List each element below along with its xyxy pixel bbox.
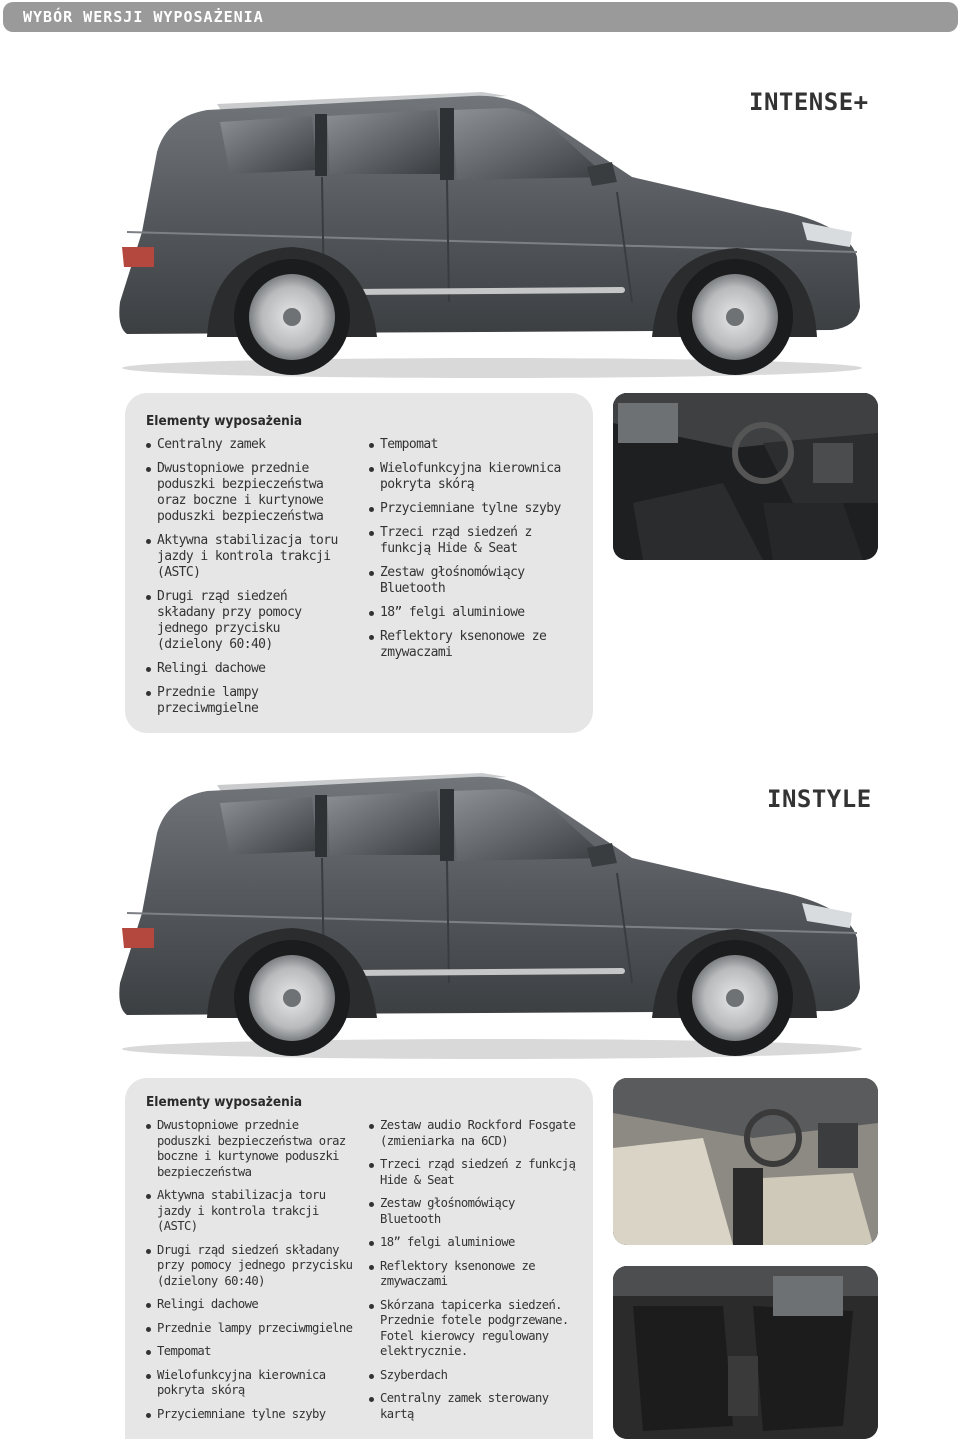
panel-heading-instyle: Elementy wyposażenia (146, 1094, 303, 1110)
list-item: Przyciemniane tylne szyby (369, 501, 579, 517)
list-item: Tempomat (369, 437, 579, 453)
interior-photo-intense (613, 393, 878, 560)
list-item: Dwustopniowe przednie poduszki bezpieczeństwa oraz boczne i kurtynowe poduszki bezpieczeństwa (146, 1118, 356, 1180)
equipment-panel-instyle (125, 1078, 593, 1439)
list-item: Skórzana tapicerka siedzeń. Przednie fotele podgrzewane. Fotel kierowcy regulowany elektrycznie. (369, 1298, 581, 1360)
list-item: 18” felgi aluminiowe (369, 1235, 581, 1251)
list-item: Drugi rząd siedzeń składany przy pomocy jednego przycisku (dzielony 60:40) (146, 1243, 356, 1290)
list-item: 18” felgi aluminiowe (369, 605, 579, 621)
equipment-panel-intense (125, 393, 593, 733)
list-item: Reflektory ksenonowe ze zmywaczami (369, 629, 579, 661)
list-item: Trzeci rząd siedzeń z funkcją Hide & Seat (369, 1157, 581, 1188)
list-item: Relingi dachowe (146, 1297, 356, 1313)
equipment-list-right-intense (369, 437, 579, 669)
list-item: Przyciemniane tylne szyby (146, 1407, 356, 1423)
list-item: Szyberdach (369, 1368, 581, 1384)
car-image-instyle (112, 763, 872, 1063)
list-item: Zestaw audio Rockford Fosgate (zmieniarka na 6CD) (369, 1118, 581, 1149)
panel-heading-intense: Elementy wyposażenia (146, 413, 303, 429)
list-item: Wielofunkcyjna kierownica pokryta skórą (146, 1368, 356, 1399)
list-item: Zestaw głośnomówiący Bluetooth (369, 1196, 581, 1227)
model-title-instyle: INSTYLE (767, 785, 872, 813)
list-item: Przednie lampy przeciwmgielne (146, 685, 351, 717)
equipment-list-left-instyle (146, 1118, 356, 1430)
list-item: Wielofunkcyjna kierownica pokryta skórą (369, 461, 579, 493)
list-item: Aktywna stabilizacja toru jazdy i kontrola trakcji (ASTC) (146, 533, 351, 581)
list-item: Trzeci rząd siedzeń z funkcją Hide & Seat (369, 525, 579, 557)
list-item: Przednie lampy przeciwmgielne (146, 1321, 356, 1337)
model-title-intense: INTENSE+ (749, 88, 869, 116)
list-item: Drugi rząd siedzeń składany przy pomocy jednego przycisku (dzielony 60:40) (146, 589, 351, 653)
list-item: Centralny zamek sterowany kartą (369, 1391, 581, 1422)
interior-photo-instyle-rear (613, 1266, 878, 1439)
list-item: Relingi dachowe (146, 661, 351, 677)
list-item: Centralny zamek (146, 437, 351, 453)
section-header (3, 2, 958, 32)
interior-photo-instyle-front (613, 1078, 878, 1245)
list-item: Dwustopniowe przednie poduszki bezpieczeństwa oraz boczne i kurtynowe poduszki bezpieczeństwa (146, 461, 351, 525)
list-item: Reflektory ksenonowe ze zmywaczami (369, 1259, 581, 1290)
section-title: WYBÓR WERSJI WYPOSAŻENIA (23, 8, 264, 26)
list-item: Tempomat (146, 1344, 356, 1360)
equipment-list-left-intense (146, 437, 351, 725)
list-item: Aktywna stabilizacja toru jazdy i kontrola trakcji (ASTC) (146, 1188, 356, 1235)
list-item: Zestaw głośnomówiący Bluetooth (369, 565, 579, 597)
equipment-list-right-instyle (369, 1118, 581, 1430)
car-image-intense (112, 82, 872, 382)
